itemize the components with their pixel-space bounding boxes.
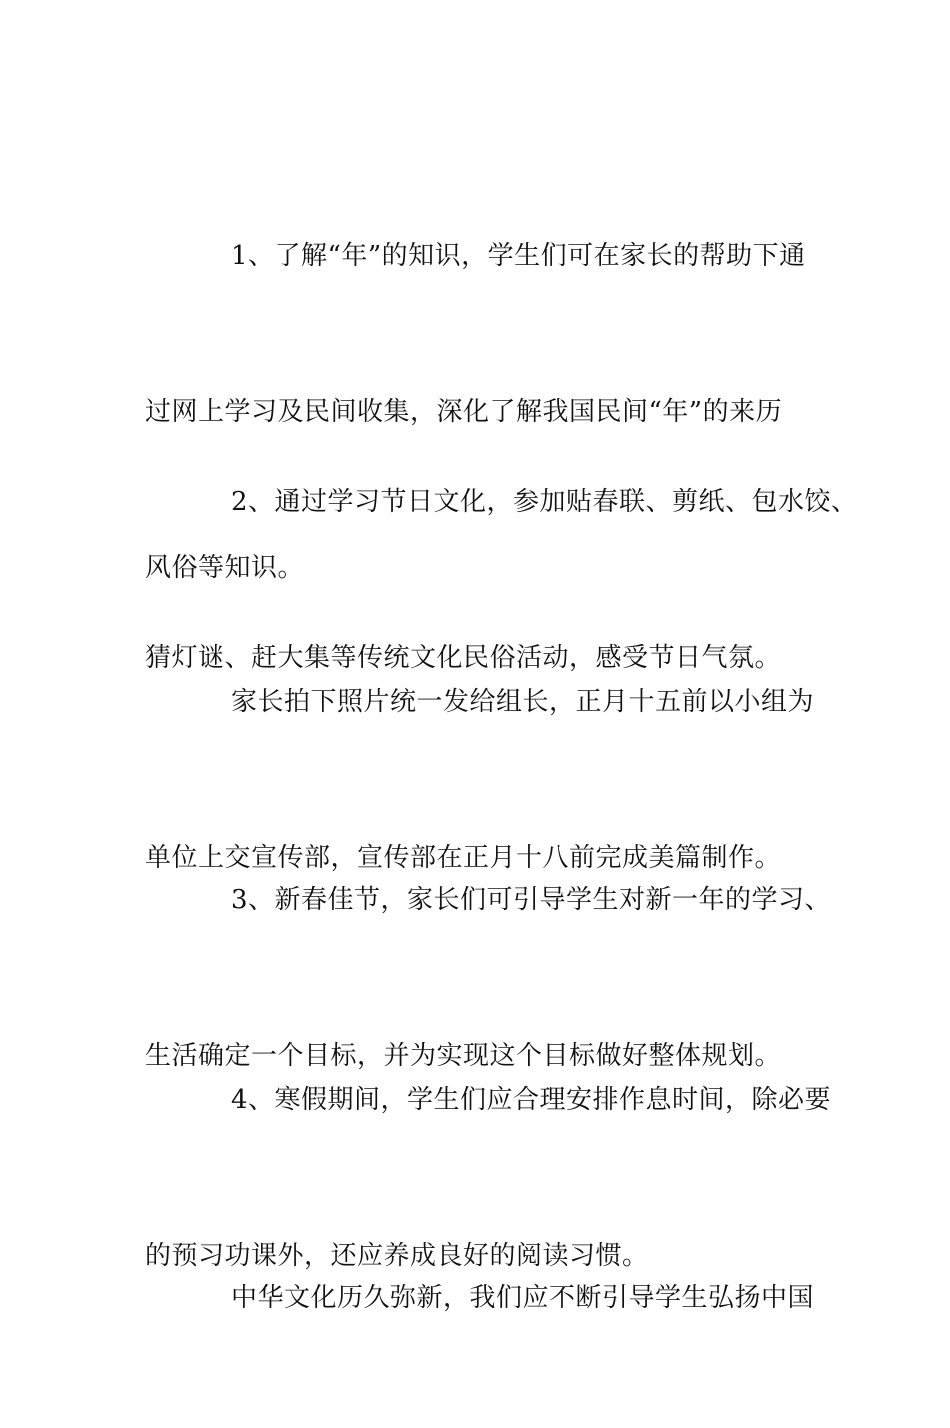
paragraph-1-line-3: 风俗等知识。 [145,553,305,583]
paragraph-3-line-2: 单位上交宣传部，宣传部在正月十八前完成美篇制作。 [145,843,782,873]
paragraph-2-line-1: 2、通过学习节日文化，参加贴春联、剪纸、包水饺、 [231,487,858,517]
paragraph-5-line-1: 4、寒假期间，学生们应合理安排作息时间，除必要 [231,1085,832,1115]
paragraph-4-line-2: 生活确定一个目标，并为实现这个目标做好整体规划。 [145,1041,782,1071]
paragraph-6-line-1: 中华文化历久弥新，我们应不断引导学生弘扬中国 [231,1283,815,1313]
paragraph-4-line-1: 3、新春佳节，家长们可引导学生对新一年的学习、 [231,885,832,915]
paragraph-1-line-1: 1、了解“年”的知识，学生们可在家长的帮助下通 [231,241,806,271]
paragraph-5-line-2: 的预习功课外，还应养成良好的阅读习惯。 [145,1241,649,1271]
paragraph-1-line-2: 过网上学习及民间收集，深化了解我国民间“年”的来历 [145,397,783,427]
paragraph-3-line-1: 家长拍下照片统一发给组长，正月十五前以小组为 [231,687,815,717]
paragraph-2-line-2: 猜灯谜、赶大集等传统文化民俗活动，感受节日气氛。 [145,643,782,673]
paragraph-6 [145,1168,815,1428]
